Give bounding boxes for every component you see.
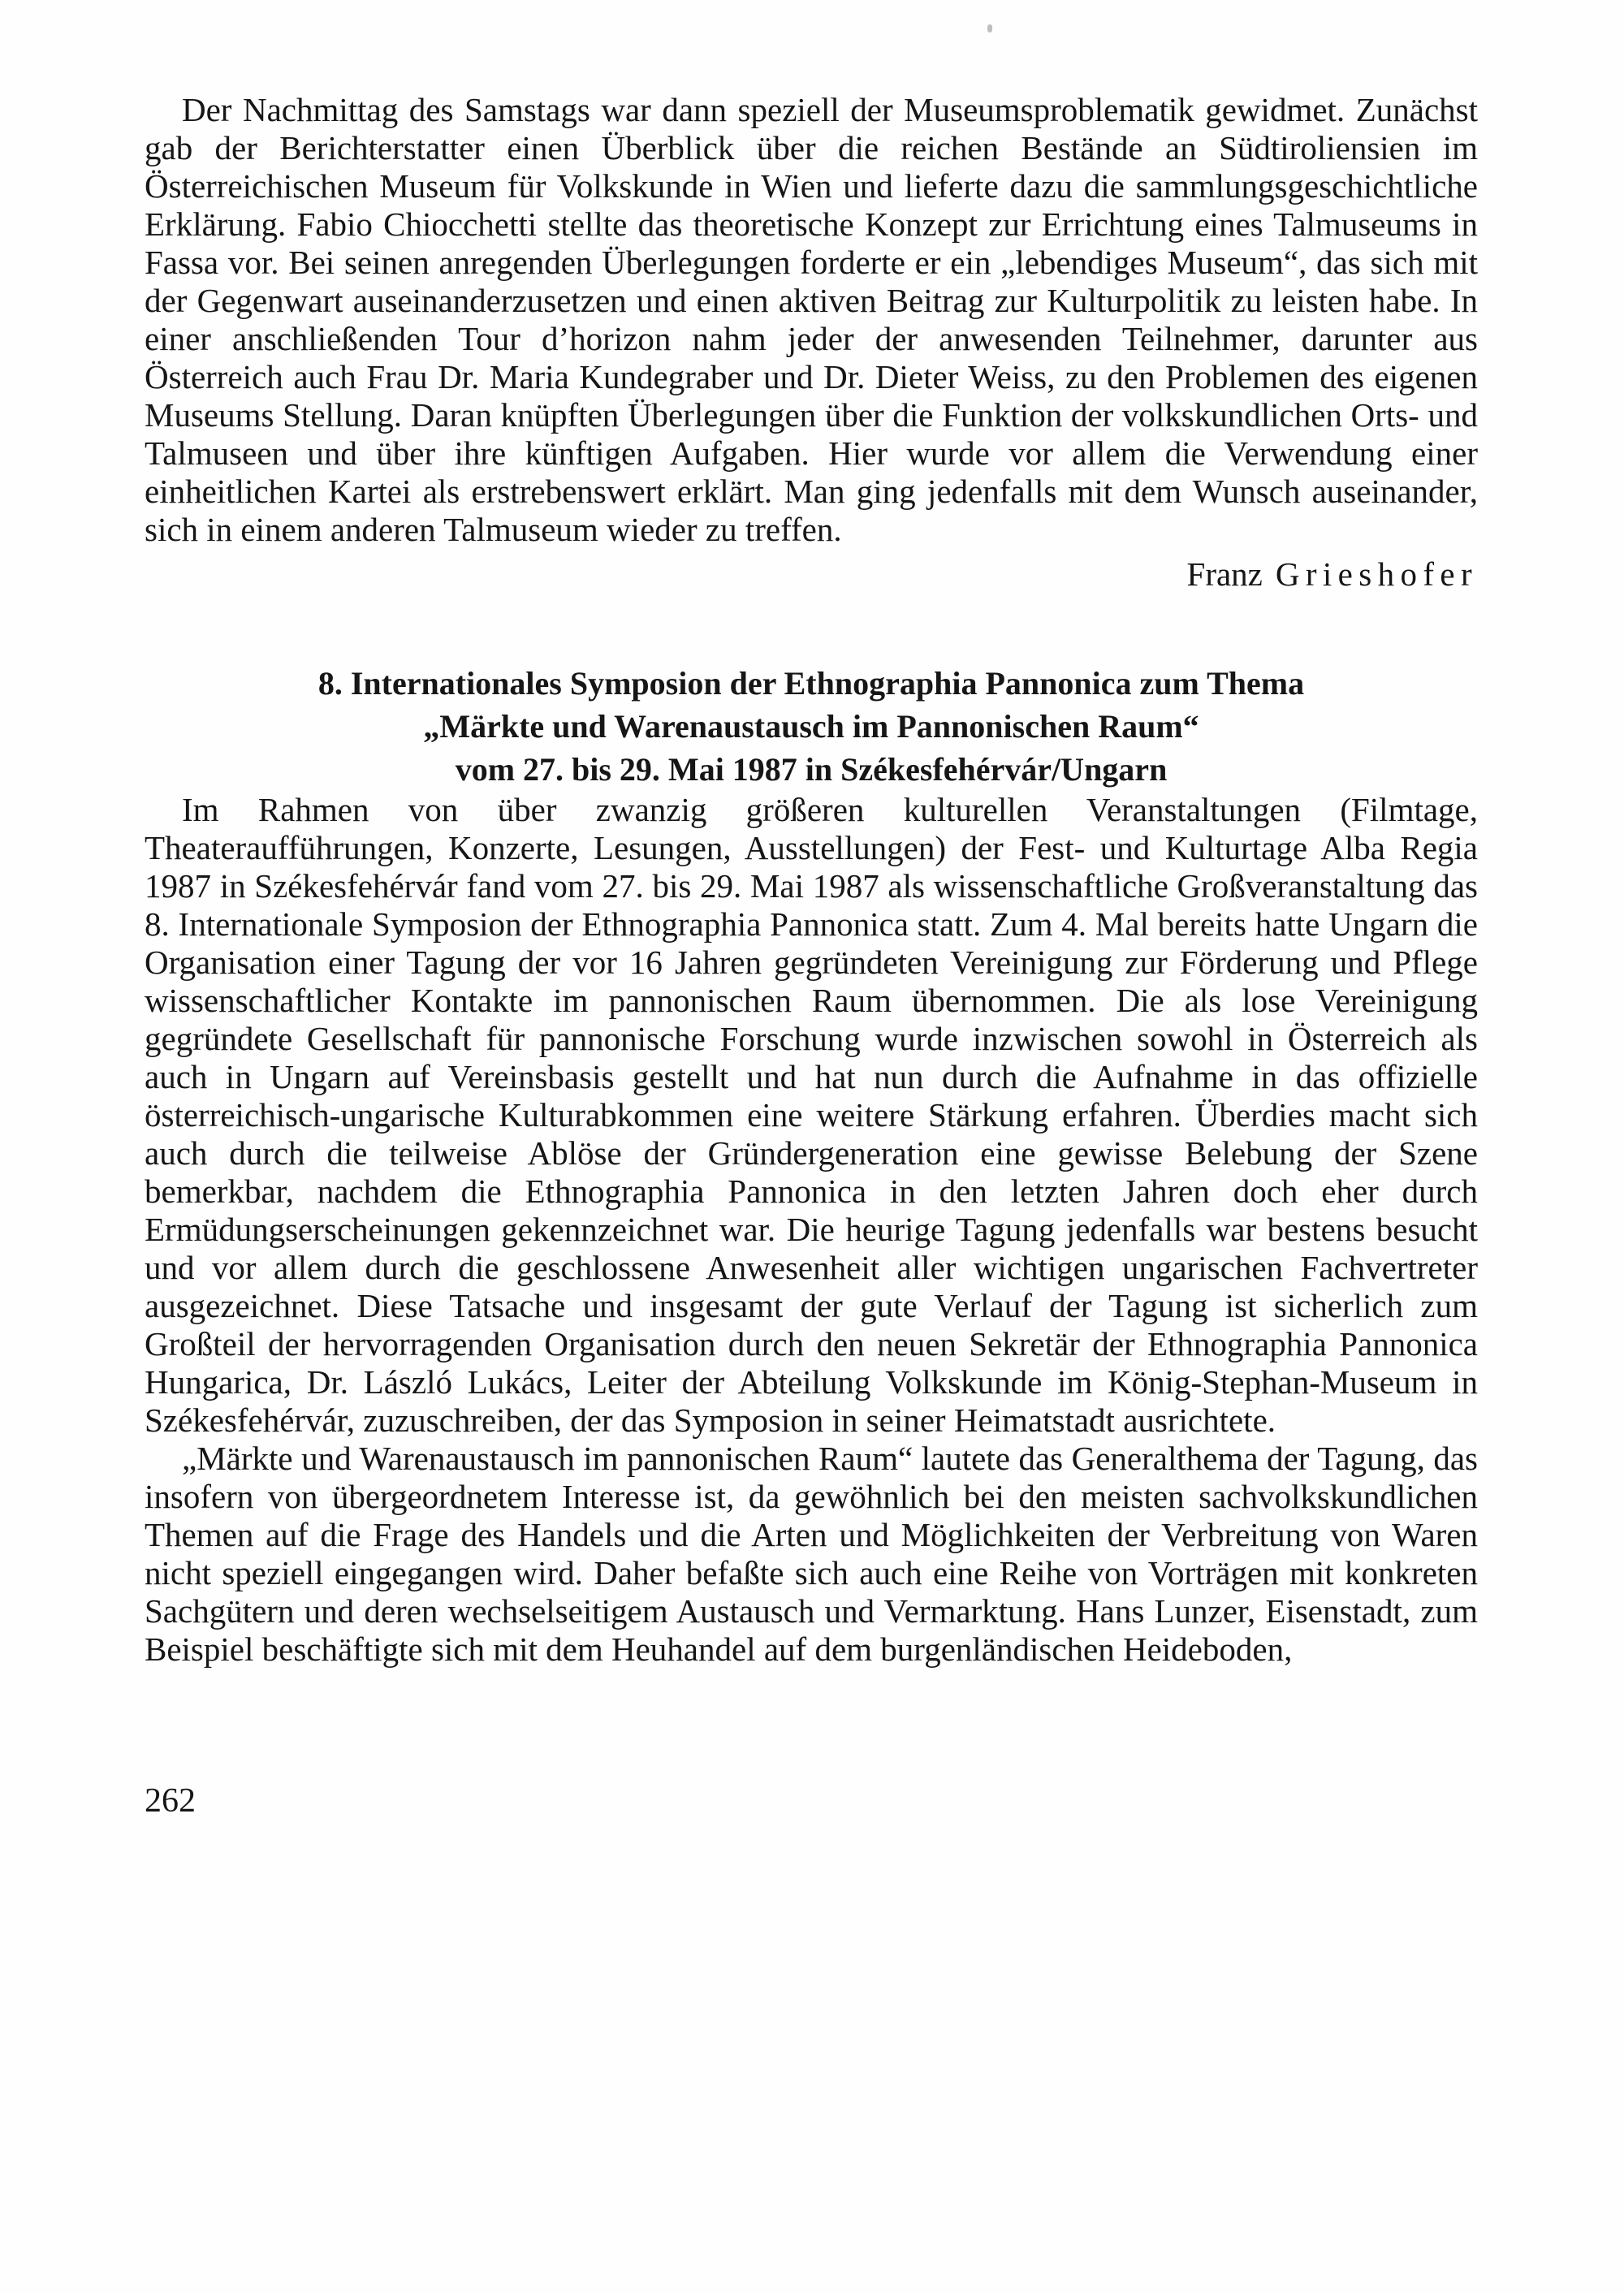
heading-line-2: „Märkte und Warenaustausch im Pannonischen Raum“	[423, 708, 1199, 745]
prev-article-closing-paragraph: Der Nachmittag des Samstags war dann speziell der Museumsproblematik gewidmet. Zunächst gab der Berichterstatter einen Überblick über die reichen Bestände an Südtiroliensien im Österreichischen Museum für Volkskunde in Wien und lieferte dazu die sammlungsgeschichtliche Erklärung. Fabio Chiocchetti stellte das theoretische Konzept zur Errichtung eines Talmuseums in Fassa vor. Bei seinen anregenden Überlegungen forderte er ein „lebendiges Museum“, das sich mit der Gegenwart auseinanderzusetzen und einen aktiven Beitrag zur Kulturpolitik zu leisten habe. In einer anschließenden Tour d’horizon nahm jeder der anwesenden Teilnehmer, darunter aus Österreich auch Frau Dr. Maria Kundegraber und Dr. Dieter Weiss, zu den Problemen des eigenen Museums Stellung. Daran knüpften Überlegungen über die Funktion der volkskundlichen Orts- und Talmuseen und über ihre künftigen Aufgaben. Hier wurde vor allem die Verwendung einer einheitlichen Kartei als erstrebenswert erklärt. Man ging jedenfalls mit dem Wunsch auseinander, sich in einem anderen Talmuseum wieder zu treffen.	[145, 91, 1478, 548]
article-paragraph-1: Im Rahmen von über zwanzig größeren kulturellen Veranstaltungen (Filmtage, Theateraufführungen, Konzerte, Lesungen, Ausstellungen) der Fest- und Kulturtage Alba Regia 1987 in Székesfehérvár fand vom 27. bis 29. Mai 1987 als wissenschaftliche Großveranstaltung das 8. Internationale Symposion der Ethnographia Pannonica statt. Zum 4. Mal bereits hatte Ungarn die Organisation einer Tagung der vor 16 Jahren gegründeten Vereinigung zur Förderung und Pflege wissenschaftlicher Kontakte im pannonischen Raum übernommen. Die als lose Vereinigung gegründete Gesellschaft für pannonische Forschung wurde inzwischen sowohl in Österreich als auch in Ungarn auf Vereinsbasis gestellt und hat nun durch die Aufnahme in das offizielle österreichisch-ungarische Kulturabkommen eine weitere Stärkung erfahren. Überdies macht sich auch durch die teilweise Ablöse der Gründergeneration eine gewisse Belebung der Szene bemerkbar, nachdem die Ethnographia Pannonica in den letzten Jahren doch eher durch Ermüdungserscheinungen gekennzeichnet war. Die heurige Tagung jedenfalls war bestens besucht und vor allem durch die geschlossene Anwesenheit aller wichtigen ungarischen Fachvertreter ausgezeichnet. Diese Tatsache und insgesamt der gute Verlauf der Tagung ist sicherlich zum Großteil der hervorragenden Organisation durch den neuen Sekretär der Ethnographia Pannonica Hungarica, Dr. László Lukács, Leiter der Abteilung Volkskunde im König-Stephan-Museum in Székesfehérvár, zuzuschreiben, der das Symposion in seiner Heimatstadt ausrichtete.	[145, 791, 1478, 1439]
heading-line-3: vom 27. bis 29. Mai 1987 in Székesfehérvár/Ungarn	[455, 751, 1168, 788]
text-block	[145, 91, 1478, 1820]
section-heading	[145, 662, 1478, 791]
author-signature	[145, 555, 1478, 594]
heading-line-1: 8. Internationales Symposion der Ethnographia Pannonica zum Thema	[317, 665, 1305, 702]
page-number: 262	[145, 1782, 196, 1820]
author-last-name: Grieshofer	[1275, 555, 1478, 593]
author-first-name: Franz	[1186, 555, 1263, 593]
article-paragraph-2: „Märkte und Warenaustausch im pannonischen Raum“ lautete das Generalthema der Tagung, das insofern von übergeordnetem Interesse ist, da gewöhnlich bei den meisten sachvolkskundlichen Themen auf die Frage des Handels und die Arten und Möglichkeiten der Verbreitung von Waren nicht speziell eingegangen wird. Daher befaßte sich auch eine Reihe von Vorträgen mit konkreten Sachgütern und deren wechselseitigem Austausch und Vermarktung. Hans Lunzer, Eisenstadt, zum Beispiel beschäftigte sich mit dem Heuhandel auf dem burgenländischen Heideboden,	[145, 1440, 1478, 1668]
scan-artifact-dot	[987, 24, 992, 32]
